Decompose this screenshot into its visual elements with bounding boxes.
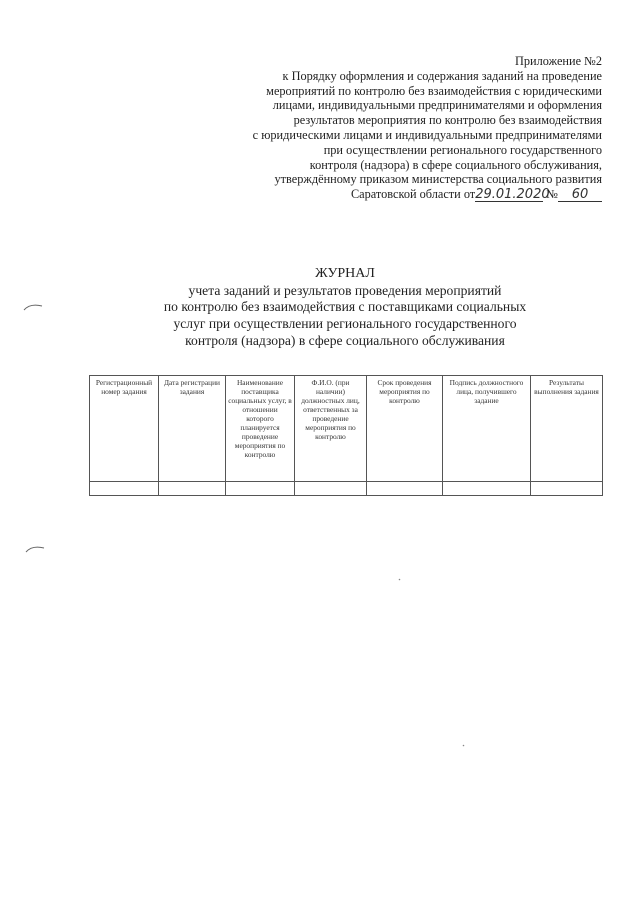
table-cell (443, 482, 531, 496)
header-provider-name: Наименование поставщика социальных услуг, в отношении которого планируется проведение мероприятия по контролю (226, 376, 295, 482)
journal-subtitle-line: учета заданий и результатов проведения мероприятий (188, 282, 502, 298)
journal-title: ЖУРНАЛ (315, 266, 375, 281)
journal-table (89, 375, 603, 496)
appendix-line: контроля (надзора) в сфере социального обслуживания, (309, 157, 602, 172)
table-cell (226, 482, 295, 496)
punch-mark-upper (22, 302, 44, 312)
order-number-field (558, 188, 602, 202)
header-recipient-signature: Подпись должностного лица, получившего задание (443, 376, 531, 482)
appendix-line: Приложение №2 (515, 54, 602, 68)
journal-subtitle-line: по контролю без взаимодействия с поставщиками социальных (163, 299, 527, 315)
appendix-line: результатов мероприятия по контролю без взаимодействия (293, 113, 602, 128)
punch-mark-lower (24, 544, 46, 554)
table-cell (295, 482, 367, 496)
appendix-line: при осуществлении регионального государственного (323, 142, 602, 157)
header-control-period: Срок проведения мероприятия по контролю (367, 376, 443, 482)
appendix-line: мероприятий по контролю без взаимодействия с юридическими (266, 83, 602, 98)
appendix-order-line (182, 187, 602, 202)
order-date-handwritten: 29.01.2020 (475, 187, 550, 203)
header-responsible-officials: Ф.И.О. (при наличии) должностных лиц, ответственных за проведение мероприятия по контролю (295, 376, 367, 482)
table-row (90, 482, 603, 496)
journal-subtitle-line: услуг при осуществлении регионального государственного (173, 316, 517, 332)
appendix-line: лицами, индивидуальными предпринимателями и оформления (272, 98, 602, 113)
scan-speck (462, 744, 465, 747)
table-cell (531, 482, 603, 496)
table-cell (367, 482, 443, 496)
table-cell (90, 482, 159, 496)
journal-subtitle-line: контроля (надзора) в сфере социального обслуживания (185, 332, 505, 348)
scan-speck (398, 578, 401, 581)
appendix-line: к Порядку оформления и содержания заданий на проведение (282, 68, 602, 83)
header-registration-number: Регистрационный номер задания (90, 376, 159, 482)
order-number-label: № (546, 187, 558, 202)
appendix-line: утверждённому приказом министерства социального развития (274, 172, 602, 187)
header-registration-date: Дата регистрации задания (159, 376, 226, 482)
table-cell (159, 482, 226, 496)
appendix-block (182, 54, 602, 202)
order-number-handwritten: 60 (571, 187, 589, 203)
header-task-results: Результаты выполнения задания (531, 376, 603, 482)
order-region-prefix: Саратовской области от (350, 187, 476, 202)
appendix-line: с юридическими лицами и индивидуальными предпринимателями (252, 127, 602, 142)
order-date-field (475, 187, 550, 203)
table-header-row (90, 376, 603, 482)
journal-heading (95, 266, 595, 350)
